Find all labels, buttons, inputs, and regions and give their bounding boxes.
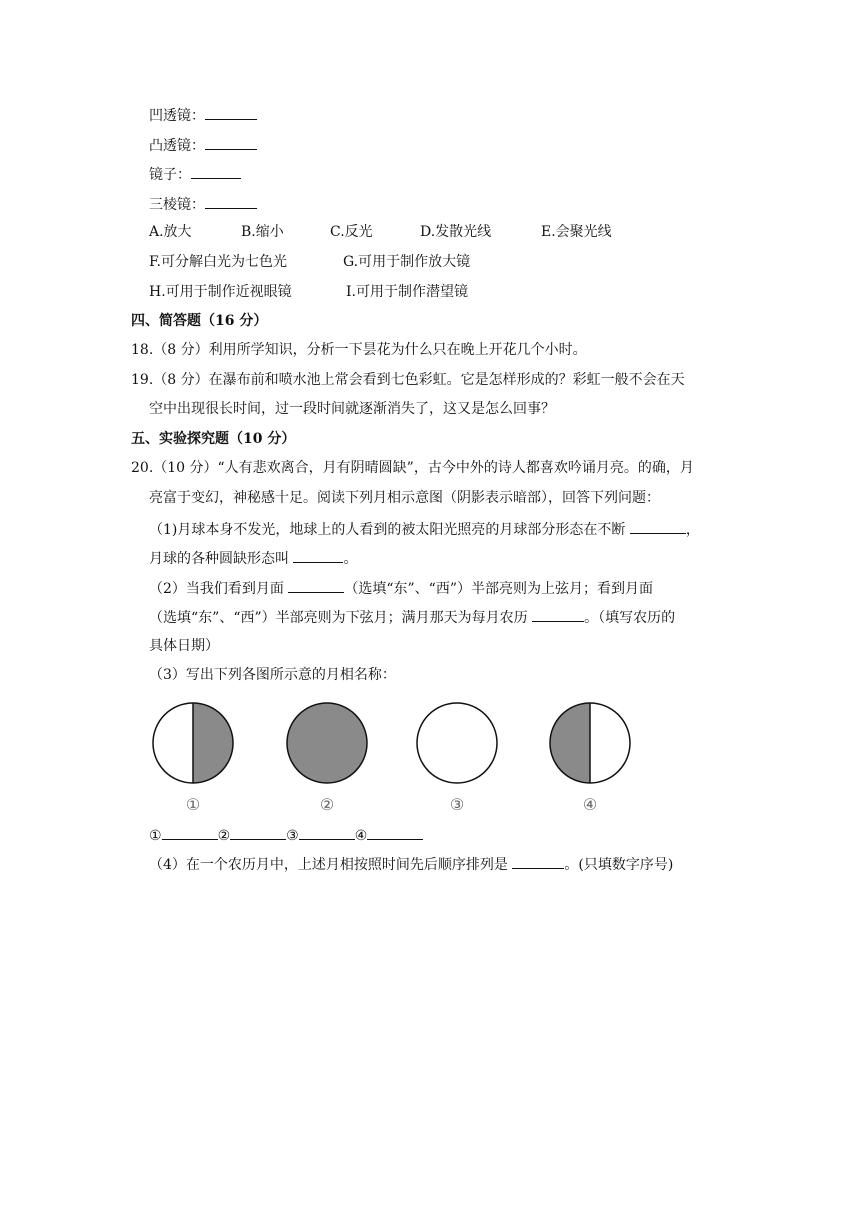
text: （选填“东”、“西”）半部亮则为上弦月；看到月面: [344, 581, 653, 597]
text: 月球的各种圆缺形态叫: [149, 551, 294, 567]
option-i: I.可用于制作潜望镜: [346, 284, 468, 300]
answer-blank[interactable]: [288, 577, 344, 593]
question-20-part-2-line-1: [149, 577, 653, 599]
answer-blank[interactable]: [205, 134, 257, 150]
question-19-line-2: 空中出现很长时间，过一段时间就逐渐消失了，这又是怎么回事？: [149, 401, 555, 417]
item-concave-lens: [149, 104, 257, 126]
option-f: F.可分解白光为七色光: [149, 254, 287, 270]
moon-label-1: ①: [185, 795, 201, 814]
text: （选填“东”、“西”）半部亮则为下弦月；满月那天为每月农历: [149, 610, 533, 626]
moon-diagram-2: [284, 700, 370, 786]
question-20-part-2-line-3: 具体日期）: [149, 638, 219, 654]
section-5-title: 五、实验探究题（10 分）: [131, 431, 296, 447]
item-label: 三棱镜：: [149, 197, 205, 213]
question-19-line-1: 19.（8 分）在瀑布前和喷水池上常会看到七色彩虹。它是怎样形成的？彩虹一般不会在天: [131, 372, 685, 388]
text: 。: [343, 551, 358, 567]
item-prism: [149, 193, 257, 215]
option-e: E.会聚光线: [541, 224, 612, 240]
item-mirror: [149, 163, 241, 185]
section-4-title: 四、简答题（16 分）: [131, 313, 268, 329]
answer-blank[interactable]: [512, 853, 564, 869]
text: （1)月球本身不发光，地球上的人看到的被太阳光照亮的月球部分形态在不断: [149, 522, 630, 538]
question-20-line-1: 20.（10 分）“人有悲欢离合，月有阴晴圆缺”，古今中外的诗人都喜欢吟诵月亮。的确，月: [131, 460, 694, 476]
item-convex-lens: [149, 134, 257, 156]
item-label: 镜子：: [149, 167, 191, 183]
answer-label-4: ④: [354, 828, 368, 844]
moon-diagram-4: [547, 700, 633, 786]
option-b: B.缩小: [241, 224, 284, 240]
answer-blank[interactable]: [367, 824, 423, 840]
answer-blank[interactable]: [205, 193, 257, 209]
option-a: A.放大: [149, 224, 192, 240]
item-label: 凸透镜：: [149, 138, 205, 154]
answer-blank[interactable]: [230, 824, 286, 840]
option-d: D.发散光线: [420, 224, 492, 240]
option-g: G.可用于制作放大镜: [343, 254, 471, 270]
moon-diagram-1: [150, 700, 236, 786]
question-18: 18.（8 分）利用所学知识，分析一下昙花为什么只在晚上开花几个小时。: [131, 342, 587, 358]
answer-blank[interactable]: [630, 518, 686, 534]
text: ，: [685, 522, 700, 538]
question-20-line-2: 亮富于变幻，神秘感十足。阅读下列月相示意图（阴影表示暗部），回答下列问题：: [149, 490, 660, 506]
moon-label-3: ③: [449, 795, 465, 814]
answer-blank[interactable]: [299, 824, 355, 840]
moon-diagram-3: [414, 700, 500, 786]
question-20-part-1-line-1: [149, 518, 700, 540]
answer-blank[interactable]: [162, 824, 218, 840]
moon-answer-row: [149, 824, 423, 846]
text: 。(只填数字序号): [564, 857, 674, 873]
answer-blank[interactable]: [205, 104, 257, 120]
question-20-part-2-line-2: [149, 606, 675, 628]
answer-blank[interactable]: [293, 547, 343, 563]
question-20-part-3: （3）写出下列各图所示意的月相名称：: [149, 667, 396, 683]
text: 。（填写农历的: [584, 610, 676, 626]
text: （4）在一个农历月中，上述月相按照时间先后顺序排列是: [149, 857, 513, 873]
answer-label-2: ②: [217, 828, 231, 844]
answer-label-1: ①: [149, 828, 162, 844]
option-h: H.可用于制作近视眼镜: [149, 284, 292, 300]
answer-blank[interactable]: [191, 163, 241, 179]
question-20-part-1-line-2: [149, 547, 357, 569]
answer-label-3: ③: [286, 828, 299, 844]
item-label: 凹透镜：: [149, 108, 205, 124]
question-20-part-4: [149, 853, 673, 875]
moon-label-4: ④: [582, 795, 598, 814]
text: （2）当我们看到月面: [149, 581, 289, 597]
moon-label-2: ②: [319, 795, 335, 814]
option-c: C.反光: [330, 224, 373, 240]
answer-blank[interactable]: [532, 606, 584, 622]
